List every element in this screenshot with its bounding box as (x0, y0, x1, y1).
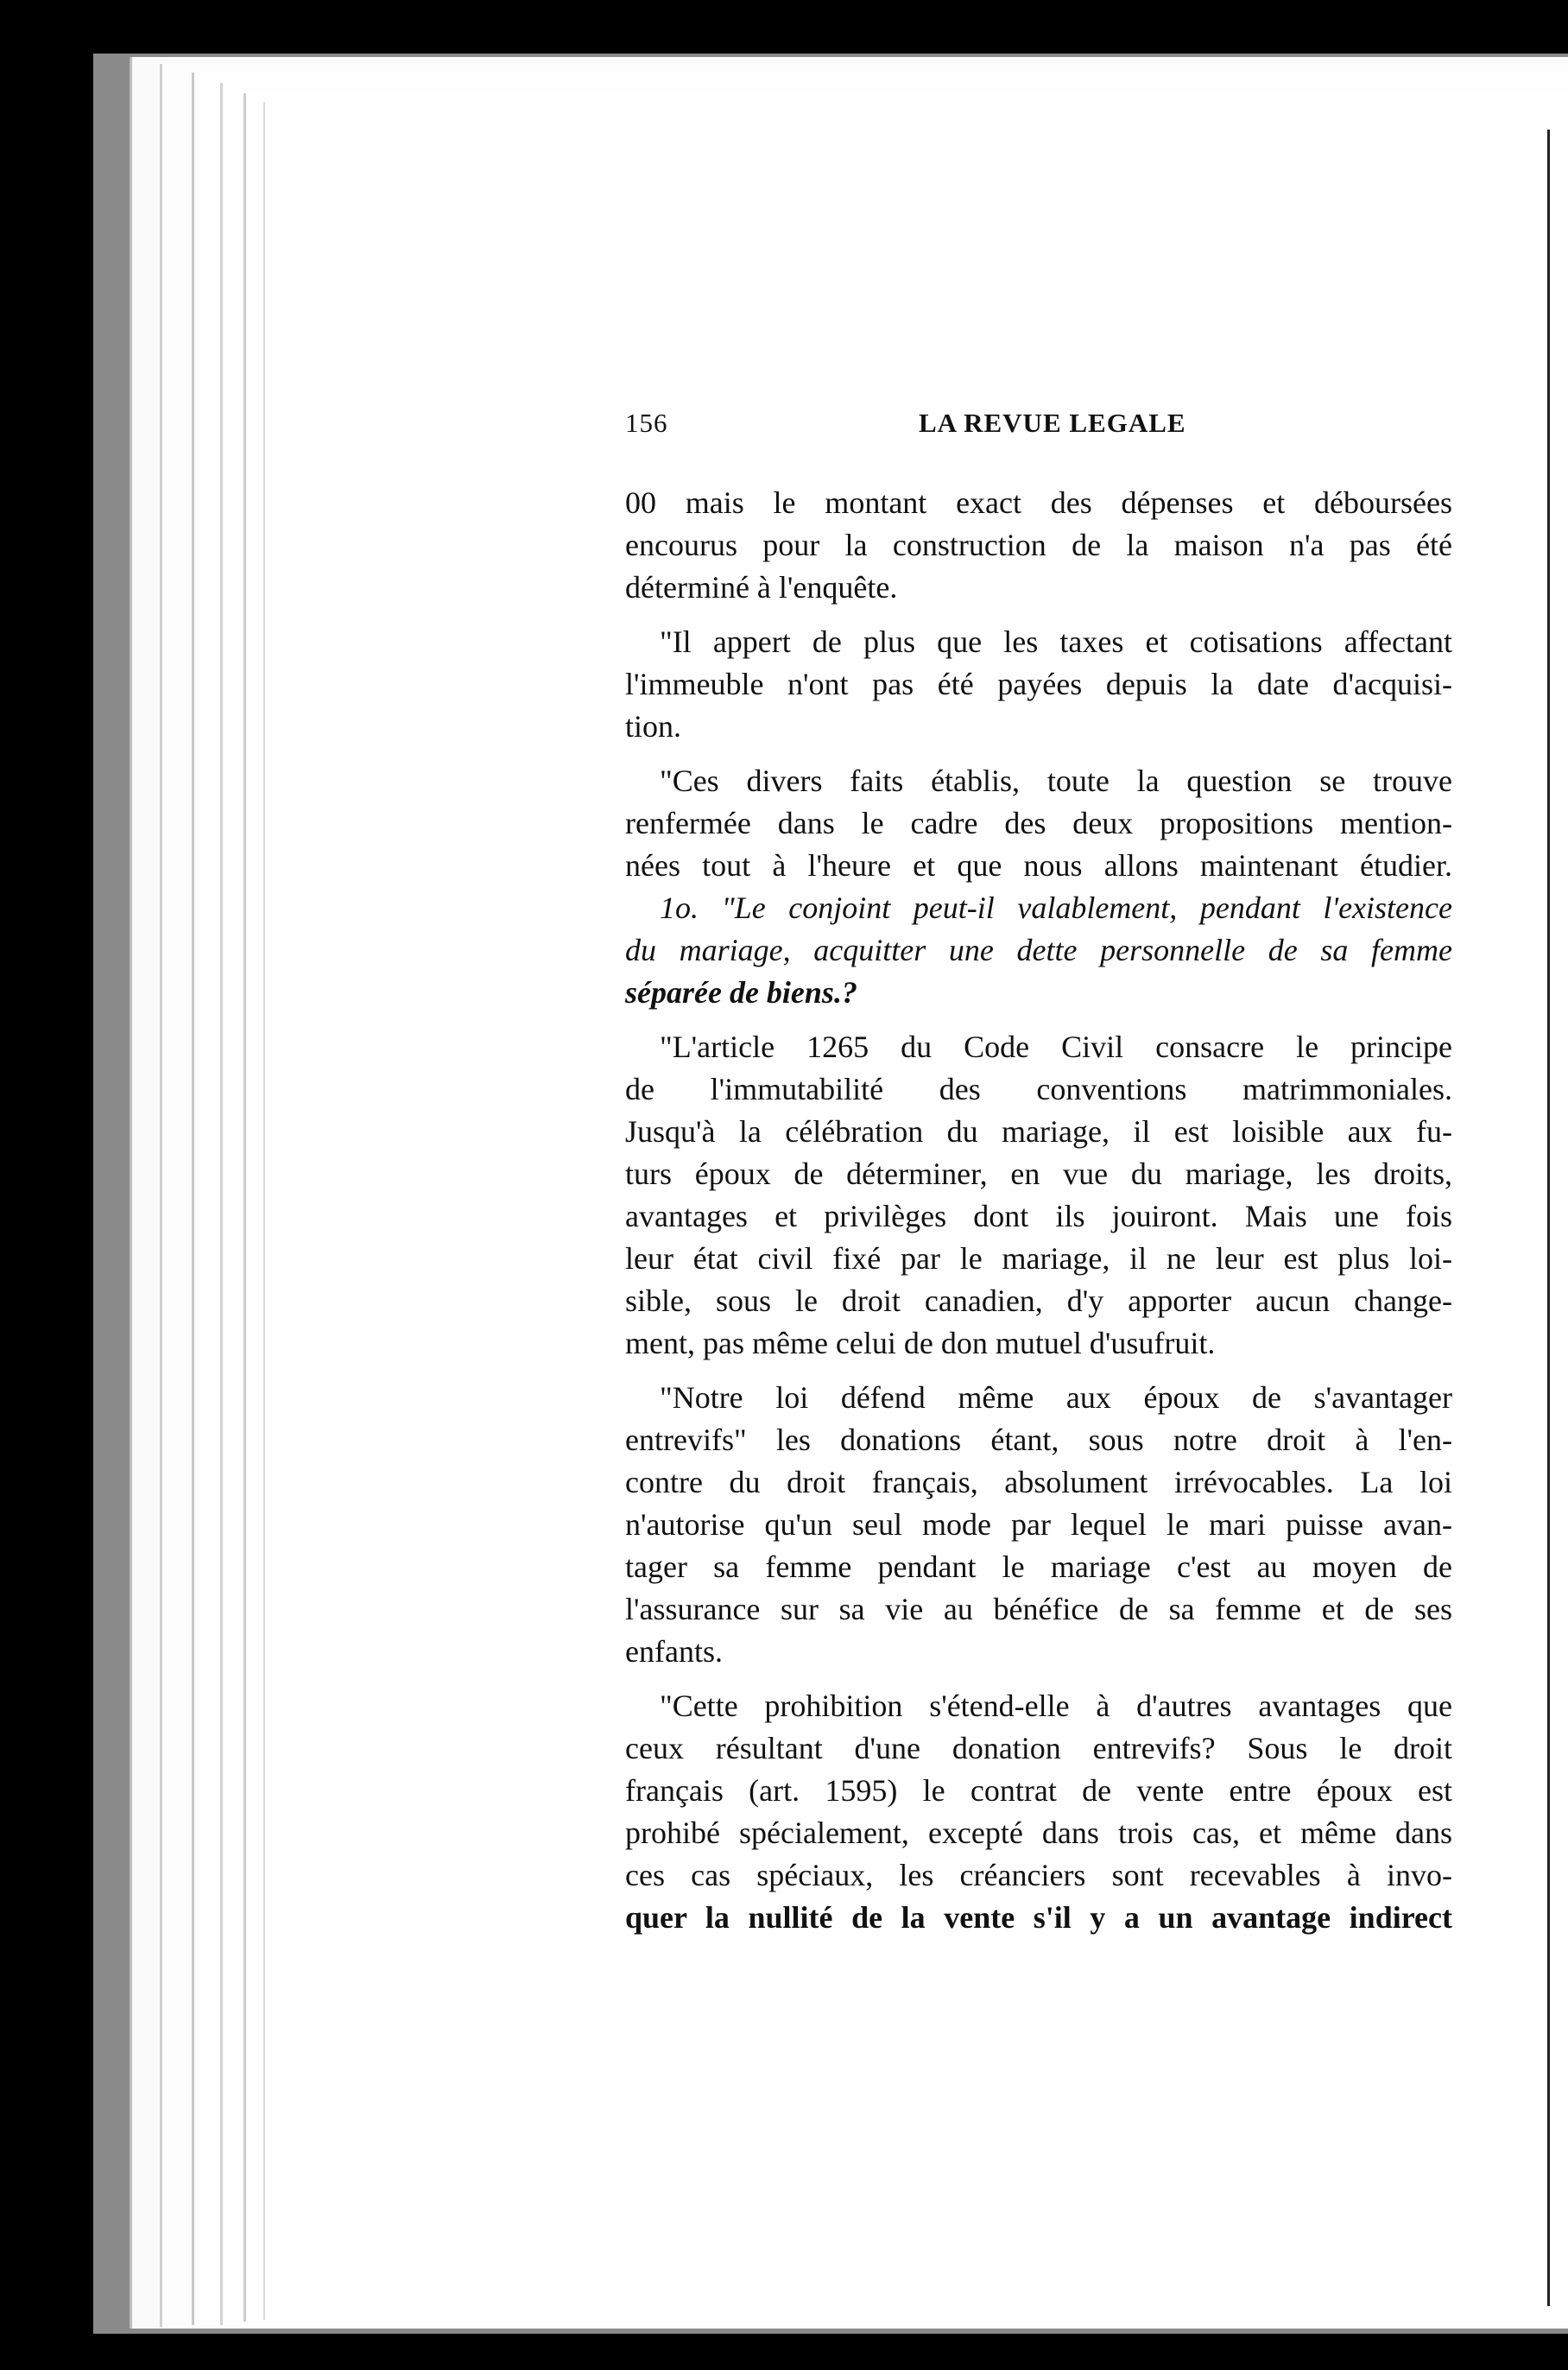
paragraph (625, 760, 1452, 887)
text-line: ment, pas même celui de don mutuel d'usufruit. (625, 1326, 1216, 1360)
text-line: français (art. 1595) le contrat de vente entre époux est (625, 1773, 1452, 1808)
text-line: 1o. "Le conjoint peut-il valablement, pendant l'existence (660, 890, 1452, 925)
text-line: entrevifs" les donations étant, sous notre droit à l'en- (625, 1423, 1452, 1457)
text-line: ces cas spéciaux, les créanciers sont recevables à invo- (625, 1858, 1452, 1892)
text-line: contre du droit français, absolument irrévocables. La loi (625, 1465, 1452, 1499)
text-line: nées tout à l'heure et que nous allons maintenant étudier. (625, 848, 1452, 883)
text-line: sible, sous le droit canadien, d'y apporter aucun change- (625, 1283, 1452, 1318)
text-line: leur état civil fixé par le mariage, il ne leur est plus loi- (625, 1241, 1452, 1276)
running-head (625, 408, 1452, 449)
text-line: l'immeuble n'ont pas été payées depuis la date d'acquisi- (625, 667, 1452, 701)
text-line: Jusqu'à la célébration du mariage, il est loisible aux fu- (625, 1114, 1452, 1149)
text-line: "Cette prohibition s'étend-elle à d'autres avantages que (660, 1689, 1452, 1723)
text-line: turs époux de déterminer, en vue du mariage, les droits, (625, 1156, 1452, 1191)
text-line: ceux résultant d'une donation entrevifs? Sous le droit (625, 1731, 1452, 1765)
text-line: renfermée dans le cadre des deux propositions mention- (625, 806, 1452, 840)
text-line: "Il appert de plus que les taxes et cotisations affectant (660, 624, 1452, 659)
page-right-border (1547, 130, 1550, 2306)
text-line: avantages et privilèges dont ils jouiront. Mais une fois (625, 1199, 1452, 1233)
text-line: encourus pour la construction de la maison n'a pas été (625, 528, 1452, 562)
paragraph (625, 1685, 1452, 1939)
paragraph-proposition (625, 887, 1452, 1014)
text-line: "Ces divers faits établis, toute la question se trouve (660, 764, 1452, 798)
text-line: n'autorise qu'un seul mode par lequel le mari puisse avan- (625, 1507, 1452, 1542)
paragraph (625, 1026, 1452, 1365)
paragraph (625, 621, 1452, 748)
text-line: du mariage, acquitter une dette personnelle de sa femme (625, 933, 1452, 967)
text-line: tion. (625, 709, 682, 744)
text-line: enfants. (625, 1634, 723, 1669)
text-line: prohibé spécialement, excepté dans trois cas, et même dans (625, 1816, 1452, 1850)
text-line: de l'immutabilité des conventions matrimmoniales. (625, 1072, 1452, 1106)
text-line: l'assurance sur sa vie au bénéfice de sa femme et de ses (625, 1592, 1452, 1626)
text-line: tager sa femme pendant le mariage c'est au moyen de (625, 1549, 1452, 1584)
body-text (625, 482, 1452, 1939)
text-line: 00 mais le montant exact des dépenses et déboursées (625, 485, 1452, 520)
text-line: déterminé à l'enquête. (625, 570, 898, 605)
text-line: "L'article 1265 du Code Civil consacre le principe (660, 1030, 1452, 1064)
paragraph (625, 1377, 1452, 1673)
text-line: séparée de biens.? (625, 975, 857, 1010)
journal-title: LA REVUE LEGALE (919, 408, 1186, 438)
page-number: 156 (625, 408, 668, 438)
text-line: quer la nullité de la vente s'il y a un avantage indirect (625, 1900, 1452, 1935)
text-line: "Notre loi défend même aux époux de s'avantager (660, 1380, 1452, 1415)
paragraph (625, 482, 1452, 609)
